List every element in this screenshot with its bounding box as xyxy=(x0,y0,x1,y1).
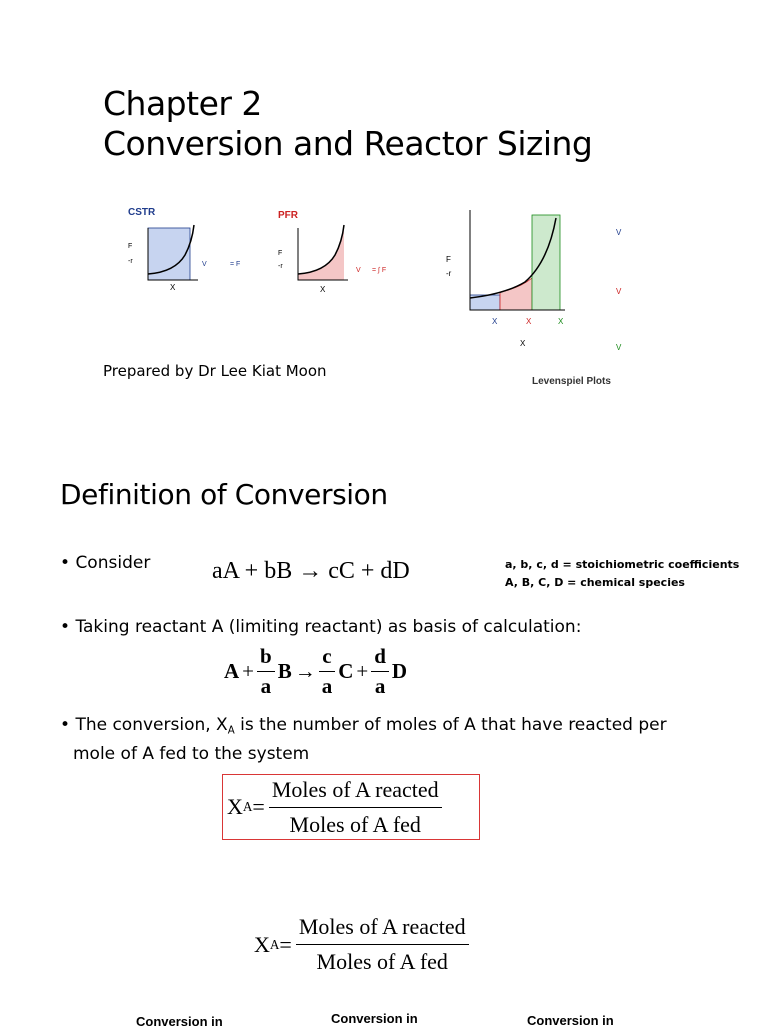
cstr-v-label: V xyxy=(202,261,207,268)
levenspiel-caption: Levenspiel Plots xyxy=(532,376,611,387)
conversion-text-b: is the number of moles of A that have reacted per xyxy=(234,715,667,735)
plus-sign: + xyxy=(242,659,255,683)
denominator-a: a xyxy=(260,674,272,698)
cstr-x-axis: X xyxy=(170,283,176,292)
pfr-x-axis: X xyxy=(320,285,326,294)
numerator-c: c xyxy=(319,644,334,672)
bullet-consider xyxy=(60,552,150,574)
conversion-text-line2: mole of A fed to the system xyxy=(73,743,310,764)
area-x2 xyxy=(500,278,532,310)
legend-coefficients: a, b, c, d = stoichiometric coefficients xyxy=(505,558,740,571)
bottom-header-3: Conversion in xyxy=(527,1013,614,1028)
plus-sign: + xyxy=(356,659,369,683)
denominator-a: a xyxy=(321,674,333,698)
bullet-basis xyxy=(60,616,581,638)
basis-text: Taking reactant A (limiting reactant) as basis of calculation: xyxy=(75,617,582,637)
title-line-1: Chapter 2 xyxy=(103,84,262,123)
x2-label: X xyxy=(526,317,532,326)
numerator-b: b xyxy=(257,644,275,672)
v3-formula: V xyxy=(616,343,622,352)
combined-y-label: F xyxy=(446,255,451,264)
x3-label: X xyxy=(558,317,564,326)
reaction-arrow: → xyxy=(294,659,316,683)
bullet-dot: • xyxy=(60,617,76,637)
conversion-equation xyxy=(254,914,469,975)
pfr-v-label: V xyxy=(356,267,361,274)
equals-sign: = xyxy=(252,794,265,819)
v2-formula: V xyxy=(616,287,622,296)
numerator: Moles of A reacted xyxy=(269,777,442,808)
combined-y-label-bottom: -r xyxy=(446,269,452,278)
levenspiel-combined-plot xyxy=(446,210,565,348)
combined-x-axis: X xyxy=(520,339,526,348)
numerator-d: d xyxy=(371,644,389,672)
cstr-y-label: F xyxy=(128,243,133,250)
lhs-subscript: A xyxy=(269,936,280,952)
bottom-header-2: Conversion in xyxy=(331,1011,418,1026)
pfr-label: PFR xyxy=(278,210,298,221)
conversion-text-a: The conversion, X xyxy=(75,715,228,735)
pfr-y-label: F xyxy=(278,250,283,257)
consider-text: Consider xyxy=(75,553,151,573)
cstr-area xyxy=(148,228,190,280)
pfr-equation: = ∫ F xyxy=(372,267,387,274)
coefficient-legend xyxy=(505,556,739,592)
denominator: Moles of A fed xyxy=(316,949,448,974)
species-a: A xyxy=(224,659,240,683)
x1-label: X xyxy=(492,317,498,326)
lhs-x: X xyxy=(254,931,270,957)
page-title xyxy=(103,84,592,164)
pfr-plot xyxy=(278,210,386,294)
numerator: Moles of A reacted xyxy=(296,914,469,945)
normalized-equation xyxy=(224,644,407,699)
area-x3 xyxy=(532,215,560,310)
lhs-x: X xyxy=(227,794,243,819)
conversion-fraction xyxy=(269,777,442,838)
cstr-equation: = F xyxy=(230,261,241,268)
pfr-y-label-bottom: -r xyxy=(278,263,283,270)
bullet-dot: • xyxy=(60,553,76,573)
reaction-equation: aA + bB → cC + dD xyxy=(212,558,410,584)
fraction-d-over-a xyxy=(371,644,389,699)
conversion-subscript: A xyxy=(227,725,235,737)
species-c: C xyxy=(338,659,354,683)
bullet-conversion xyxy=(60,714,740,765)
species-d: D xyxy=(391,659,408,683)
cstr-y-label-bottom: -r xyxy=(128,258,133,265)
fraction-b-over-a xyxy=(257,644,275,699)
cstr-label: CSTR xyxy=(128,207,156,218)
prepared-by: Prepared by Dr Lee Kiat Moon xyxy=(103,362,327,380)
species-b: B xyxy=(277,659,292,683)
equals-sign: = xyxy=(279,931,292,957)
lhs-subscript: A xyxy=(242,799,253,814)
section-title: Definition of Conversion xyxy=(60,478,388,511)
cstr-plot xyxy=(128,207,240,292)
conversion-equation-boxed xyxy=(222,774,480,840)
bullet-dot: • xyxy=(60,715,76,735)
title-line-2: Conversion and Reactor Sizing xyxy=(103,124,593,163)
fraction-c-over-a xyxy=(319,644,336,699)
denominator: Moles of A fed xyxy=(289,811,421,837)
bottom-header-1: Conversion in xyxy=(136,1014,223,1029)
v1-formula: V xyxy=(616,228,622,237)
conversion-fraction xyxy=(296,914,469,975)
legend-species: A, B, C, D = chemical species xyxy=(505,576,685,589)
denominator-a: a xyxy=(374,674,386,698)
